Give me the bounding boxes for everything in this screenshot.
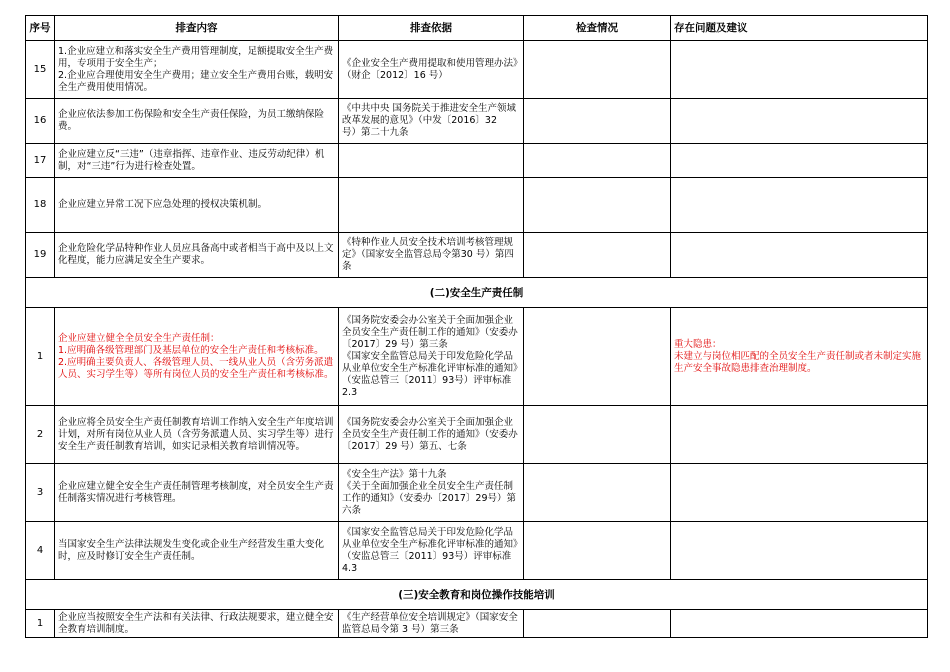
row-number: 19 [26, 233, 55, 278]
row-issue[interactable] [671, 464, 928, 522]
table-row [26, 233, 928, 278]
table-row [26, 522, 928, 580]
row-number: 1 [26, 610, 55, 638]
table-row [26, 406, 928, 464]
row-issue[interactable] [671, 144, 928, 178]
table-row [26, 178, 928, 233]
row-check[interactable] [524, 233, 671, 278]
header-check: 检查情况 [524, 16, 671, 41]
header-no: 序号 [26, 16, 55, 41]
row-check[interactable] [524, 99, 671, 144]
header-basis: 排查依据 [339, 16, 524, 41]
row-issue[interactable] [671, 406, 928, 464]
row-number: 15 [26, 41, 55, 99]
row-basis [339, 178, 524, 233]
row-check[interactable] [524, 41, 671, 99]
row-basis: 《中共中央 国务院关于推进安全生产领域改革发展的意见》（中发〔2016〕32 号）第二十九条 [339, 99, 524, 144]
row-check[interactable] [524, 464, 671, 522]
row-content: 企业应将全员安全生产责任制教育培训工作纳入安全生产年度培训计划，对所有岗位从业人员（含劳务派遣人员、实习学生等）进行安全生产责任制教育培训，如实记录相关教育培训情况等。 [55, 406, 339, 464]
row-basis: 《企业安全生产费用提取和使用管理办法》（财企〔2012〕16 号） [339, 41, 524, 99]
inspection-table [25, 15, 928, 638]
row-basis [339, 144, 524, 178]
row-basis: 《生产经营单位安全培训规定》（国家安全监管总局令第 3 号）第三条 [339, 610, 524, 638]
table-row [26, 144, 928, 178]
row-number: 3 [26, 464, 55, 522]
row-check[interactable] [524, 406, 671, 464]
row-basis: 《特种作业人员安全技术培训考核管理规定》（国家安全监管总局令第30 号）第四条 [339, 233, 524, 278]
row-issue[interactable] [671, 41, 928, 99]
row-check[interactable] [524, 144, 671, 178]
row-basis: 《国务院安委会办公室关于全面加强企业全员安全生产责任制工作的通知》（安委办〔2017〕29 号）第五、七条 [339, 406, 524, 464]
row-content: 企业应依法参加工伤保险和安全生产责任保险，为员工缴纳保险费。 [55, 99, 339, 144]
row-check[interactable] [524, 308, 671, 406]
row-basis: 《国家安全监管总局关于印发危险化学品从业单位安全生产标准化评审标准的通知》（安监总管三〔2011〕93号）评审标准 4.3 [339, 522, 524, 580]
row-number: 4 [26, 522, 55, 580]
row-check[interactable] [524, 610, 671, 638]
row-content: 企业应建立反“三违”（违章指挥、违章作业、违反劳动纪律）机制，对“三违”行为进行检查处置。 [55, 144, 339, 178]
table-header-row [26, 16, 928, 41]
table-row [26, 308, 928, 406]
row-issue[interactable] [671, 99, 928, 144]
row-number: 17 [26, 144, 55, 178]
header-content: 排查内容 [55, 16, 339, 41]
row-issue[interactable] [671, 522, 928, 580]
row-issue[interactable] [671, 178, 928, 233]
row-check[interactable] [524, 178, 671, 233]
row-number: 2 [26, 406, 55, 464]
row-content: 企业应建立健全全员安全生产责任制： 1.应明确各级管理部门及基层单位的安全生产责任和考核标准。 2.应明确主要负责人、各级管理人员、一线从业人员（含劳务派遣人员、实习学生等）等所有岗位人员的安全生产责任和考核标准。 [55, 308, 339, 406]
section-title: (三)安全教育和岗位操作技能培训 [26, 580, 928, 610]
table-row [26, 99, 928, 144]
header-issue: 存在问题及建议 [671, 16, 928, 41]
row-basis: 《国务院安委会办公室关于全面加强企业全员安全生产责任制工作的通知》（安委办〔2017〕29 号）第三条 《国家安全监管总局关于印发危险化学品从业单位安全生产标准化评审标准的通知》（安监总管三〔2011〕93号）评审标准 2.3 [339, 308, 524, 406]
row-content: 1.企业应建立和落实安全生产费用管理制度，足额提取安全生产费用，专项用于安全生产； 2.企业应合理使用安全生产费用；建立安全生产费用台账，载明安全生产费用使用情况。 [55, 41, 339, 99]
row-check[interactable] [524, 522, 671, 580]
section-row [26, 278, 928, 308]
row-number: 18 [26, 178, 55, 233]
row-issue[interactable] [671, 233, 928, 278]
row-basis: 《安全生产法》第十九条 《关于全面加强企业全员安全生产责任制工作的通知》（安委办〔2017〕29号）第六条 [339, 464, 524, 522]
section-title: (二)安全生产责任制 [26, 278, 928, 308]
row-content: 企业应建立健全安全生产责任制管理考核制度，对全员安全生产责任制落实情况进行考核管理。 [55, 464, 339, 522]
row-content: 企业应建立异常工况下应急处理的授权决策机制。 [55, 178, 339, 233]
table-row [26, 610, 928, 638]
section-row [26, 580, 928, 610]
row-content: 企业应当按照安全生产法和有关法律、行政法规要求，建立健全安全教育培训制度。 [55, 610, 339, 638]
table-row [26, 41, 928, 99]
row-issue[interactable] [671, 610, 928, 638]
row-content: 当国家安全生产法律法规发生变化或企业生产经营发生重大变化时，应及时修订安全生产责任制。 [55, 522, 339, 580]
row-content: 企业危险化学品特种作业人员应具备高中或者相当于高中及以上文化程度，能力应满足安全生产要求。 [55, 233, 339, 278]
row-number: 16 [26, 99, 55, 144]
table-row [26, 464, 928, 522]
row-issue[interactable]: 重大隐患： 未建立与岗位相匹配的全员安全生产责任制或者未制定实施生产安全事故隐患排查治理制度。 [671, 308, 928, 406]
row-number: 1 [26, 308, 55, 406]
